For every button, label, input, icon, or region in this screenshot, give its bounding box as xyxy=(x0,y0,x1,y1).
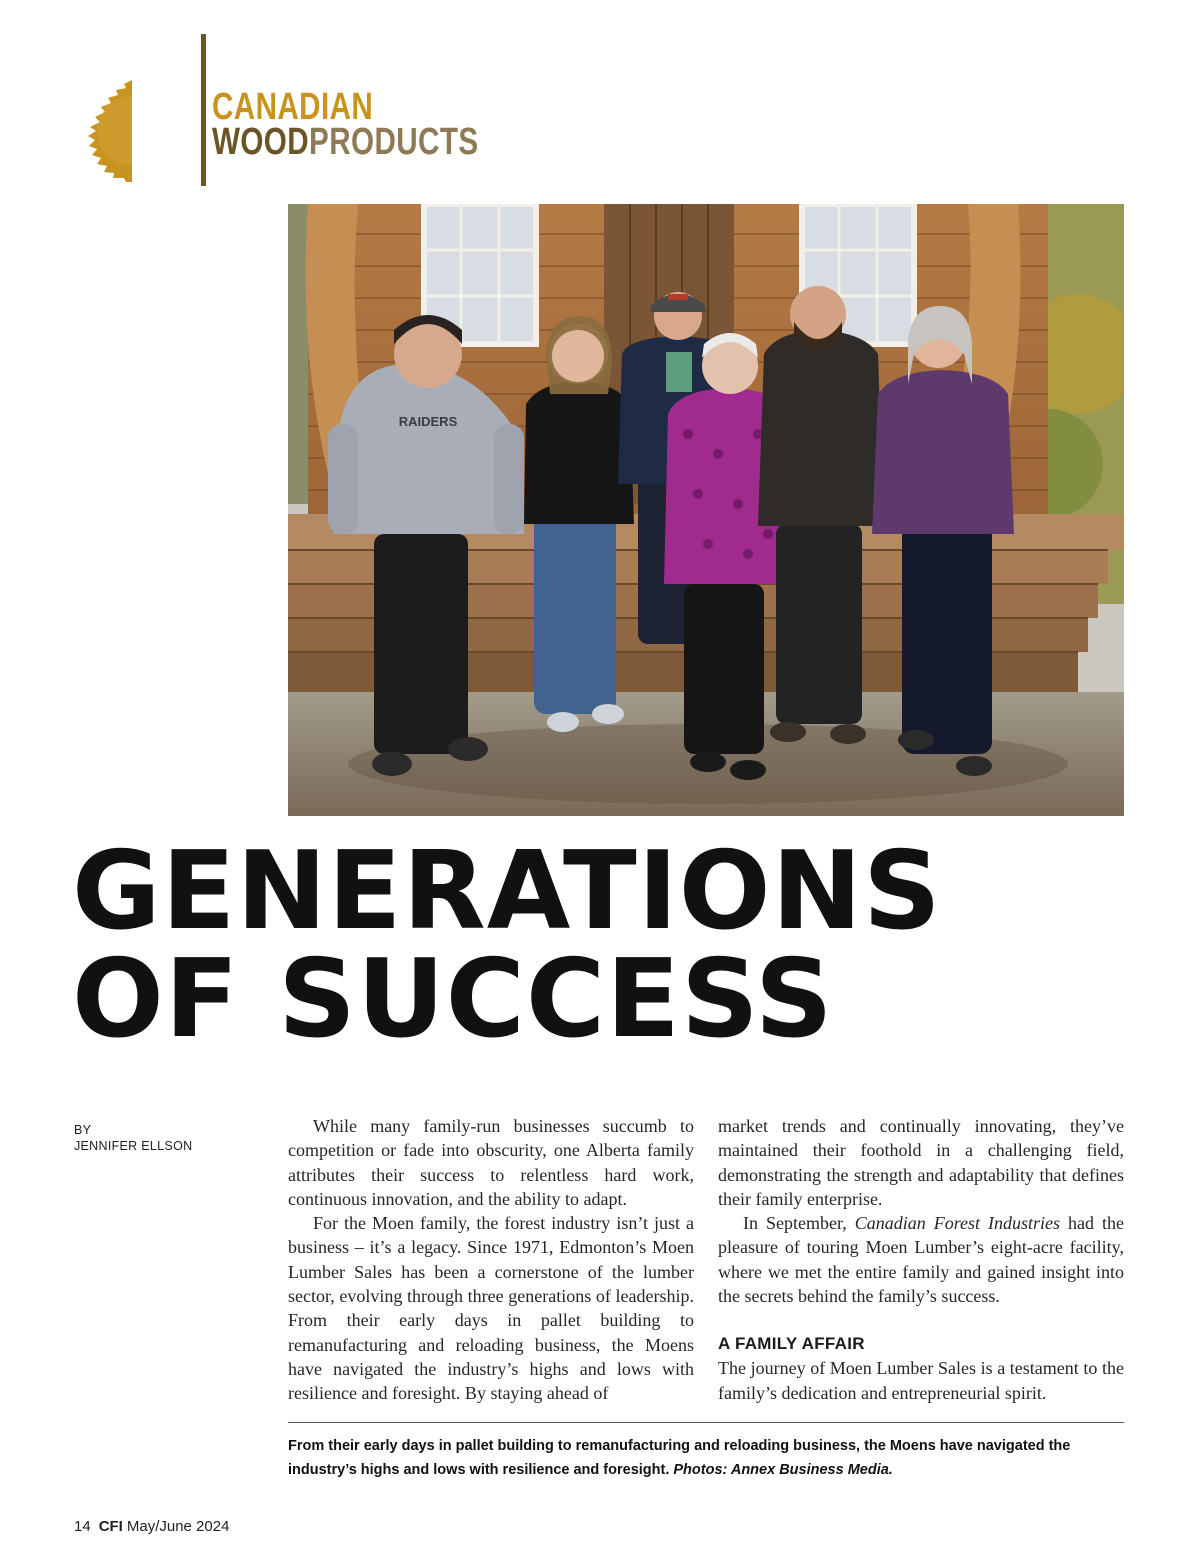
body-column-right xyxy=(718,1114,1124,1405)
family-photo xyxy=(288,204,1124,816)
page-number: 14 xyxy=(74,1518,91,1535)
body-paragraph: While many family-run businesses succumb to competition or fade into obscurity, one Alberta family attributes their success to relentless hard work, continuous innovation, and the ability to adapt. xyxy=(288,1116,694,1209)
saw-blade-icon xyxy=(74,78,138,182)
photo-credit: Photos: Annex Business Media. xyxy=(673,1462,893,1478)
issue-date: May/June 2024 xyxy=(126,1518,230,1535)
logo-word-products: PRODUCTS xyxy=(309,121,479,163)
caption-divider xyxy=(288,1422,1124,1423)
publication-abbrev: CFI xyxy=(98,1518,123,1535)
publication-name: Canadian Forest Industries xyxy=(854,1213,1061,1234)
section-subhead: A FAMILY AFFAIR xyxy=(718,1334,865,1354)
headline-line-1: GENERATIONS xyxy=(72,829,942,954)
body-text: In September, xyxy=(743,1213,855,1234)
body-column-left xyxy=(288,1114,694,1406)
headline-line-2: OF SUCCESS xyxy=(72,937,834,1062)
body-paragraph: market trends and continually innovating, they’ve maintained their foothold in a challenging field, demonstrating the strength and adaptability that defines their family enterprise. xyxy=(718,1116,1124,1209)
publication-logo xyxy=(72,30,479,186)
page-footer xyxy=(74,1518,229,1535)
logo-word-canadian: CANADIAN xyxy=(212,86,374,128)
byline-by: BY xyxy=(74,1123,92,1137)
caption-text: From their early days in pallet building to remanufacturing and reloading business, the Moens have navigated the industry’s highs and lows with resilience and foresight. xyxy=(288,1438,1071,1478)
hoodie-print: RAIDERS xyxy=(398,414,458,429)
logo-divider xyxy=(201,34,206,186)
byline-author: JENNIFER ELLSON xyxy=(74,1139,193,1153)
logo-word-woodproducts xyxy=(212,123,479,161)
logo-word-wood: WOOD xyxy=(212,121,310,163)
byline xyxy=(74,1122,192,1154)
photo-caption xyxy=(288,1434,1124,1482)
body-paragraph: The journey of Moen Lumber Sales is a testament to the family’s dedication and entrepreneurial spirit. xyxy=(718,1358,1124,1403)
body-text: had the pleasure of touring Moen Lumber’s eight-acre facility, where we met the entire family and gained insight into the secrets behind the family’s success. xyxy=(718,1213,1125,1307)
body-paragraph xyxy=(718,1211,1124,1308)
body-paragraph: For the Moen family, the forest industry isn’t just a business – it’s a legacy. Since 1971, Edmonton’s Moen Lumber Sales has been a cornerstone of the lumber sector, evolving through three generations of leadership. From their early days in pallet building to remanufacturing and reloading business, the Moens have navigated the industry’s highs and lows with resilience and foresight. By staying ahead of xyxy=(288,1213,694,1404)
article-headline xyxy=(72,829,1152,1062)
